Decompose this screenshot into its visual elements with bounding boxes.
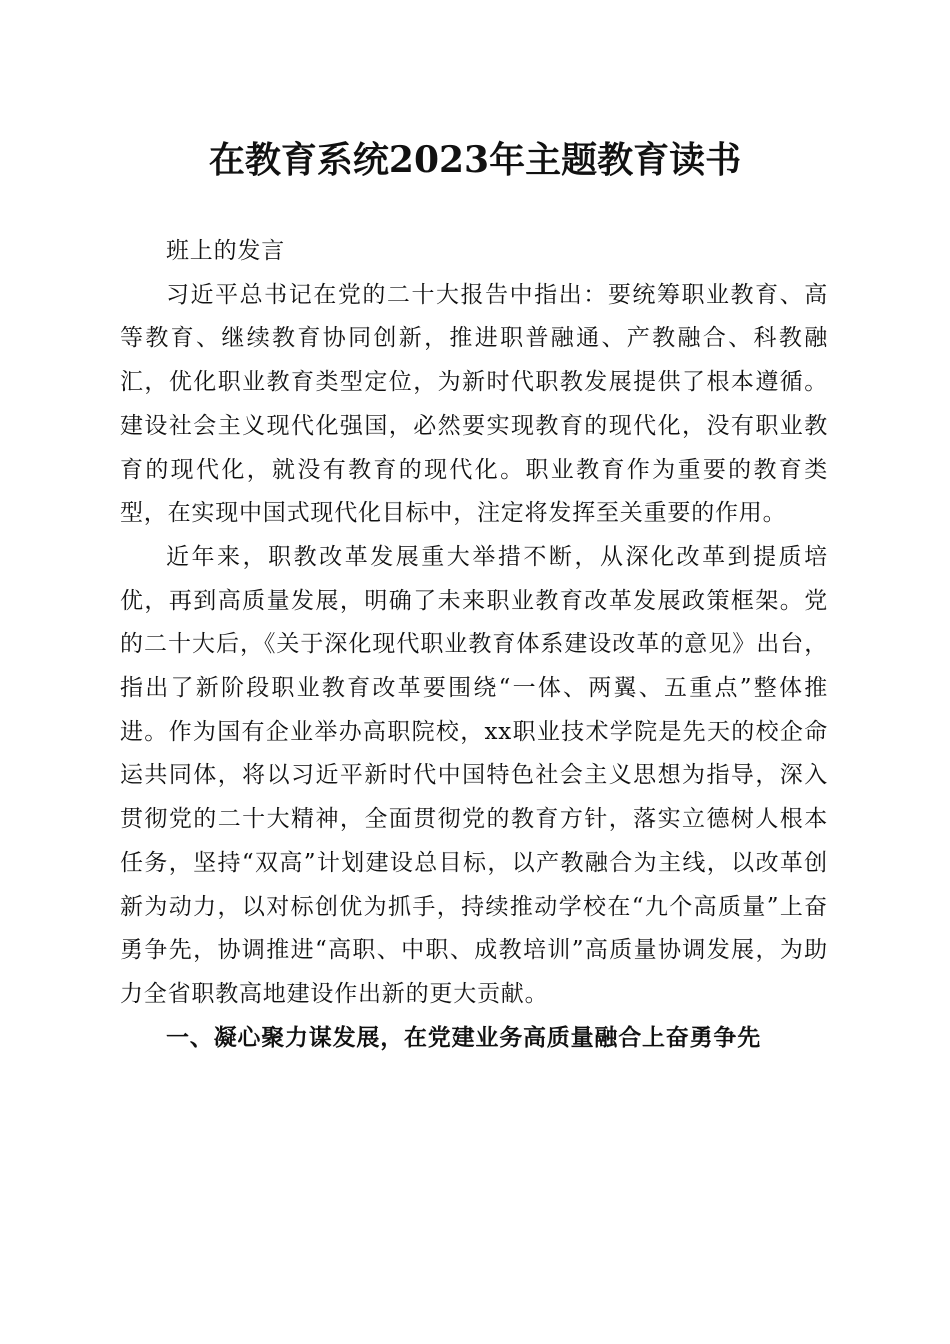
title-continuation: 班上的发言 (166, 238, 285, 264)
paragraph-1: 习近平总书记在党的二十大报告中指出：要统筹职业教育、高等教育、继续教育协同创新，推进职普融通、产教融合、科教融汇，优化职业教育类型定位，为新时代职教发展提供了根本遵循。建设社会主义现代化强国，必然要实现教育的现代化，没有职业教育的现代化，就没有教育的现代化。职业教育作为重要的教育类型，在实现中国式现代化目标中，注定将发挥至关重要的作用。 (120, 281, 828, 527)
document-body (120, 230, 828, 1060)
section-heading: 一、凝心聚力谋发展，在党建业务高质量融合上奋勇争先 (166, 1024, 761, 1051)
paragraph-2: 近年来，职教改革发展重大举措不断，从深化改革到提质培优，再到高质量发展，明确了未来职业教育改革发展政策框架。党的二十大后，《关于深化现代职业教育体系建设改革的意见》出台，指出了新阶段职业教育改革要围绕“一体、两翼、五重点”整体推进。作为国有企业举办高职院校，xx职业技术学院是先天的校企命运共同体，将以习近平新时代中国特色社会主义思想为指导，深入贯彻党的二十大精神，全面贯彻党的教育方针，落实立德树人根本任务，坚持“双高”计划建设总目标，以产教融合为主线，以改革创新为动力，以对标创优为抓手，持续推动学校在“九个高质量”上奋勇争先，协调推进“高职、中职、成教培训”高质量协调发展，为助力全省职教高地建设作出新的更大贡献。 (120, 543, 828, 1007)
document-title: 在教育系统2023年主题教育读书 (208, 139, 742, 181)
